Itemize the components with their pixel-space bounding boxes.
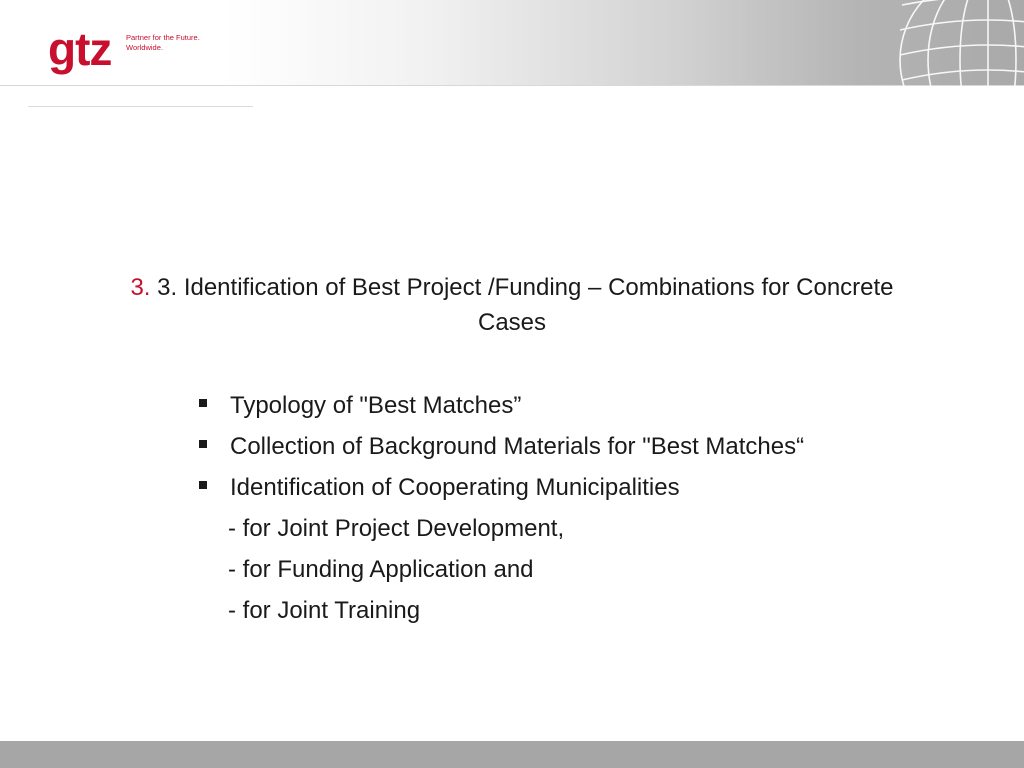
title-number: 3. <box>130 274 151 301</box>
logo-tagline <box>126 33 246 53</box>
bullet-item <box>196 467 956 508</box>
sub-item: - for Joint Project Development, <box>228 515 565 542</box>
header-rule <box>28 106 253 107</box>
bullet-text: Identification of Cooperating Municipalities <box>230 474 680 501</box>
bullet-list <box>196 385 956 631</box>
bullet-item <box>196 385 956 426</box>
square-bullet-icon <box>199 399 207 407</box>
square-bullet-icon <box>199 440 207 448</box>
slide-title <box>120 270 904 340</box>
footer-band <box>0 741 1024 768</box>
square-bullet-icon <box>199 481 207 489</box>
bullet-text: Collection of Background Materials for "Best Matches“ <box>230 433 805 460</box>
globe-icon <box>888 0 1024 86</box>
sub-item: - for Funding Application and <box>228 556 534 583</box>
sub-item: - for Joint Training <box>228 597 421 624</box>
header-divider <box>0 85 1024 86</box>
logo-wordmark: gtz <box>48 23 112 75</box>
bullet-text: Typology of "Best Matches” <box>230 392 522 419</box>
tagline-line-1: Partner for the Future. <box>126 33 200 42</box>
gtz-logo <box>48 23 238 76</box>
bullet-item <box>196 426 956 467</box>
title-text: 3. Identification of Best Project /Funding – Combinations for Concrete Cases <box>150 274 894 336</box>
tagline-line-2: Worldwide. <box>126 43 163 52</box>
